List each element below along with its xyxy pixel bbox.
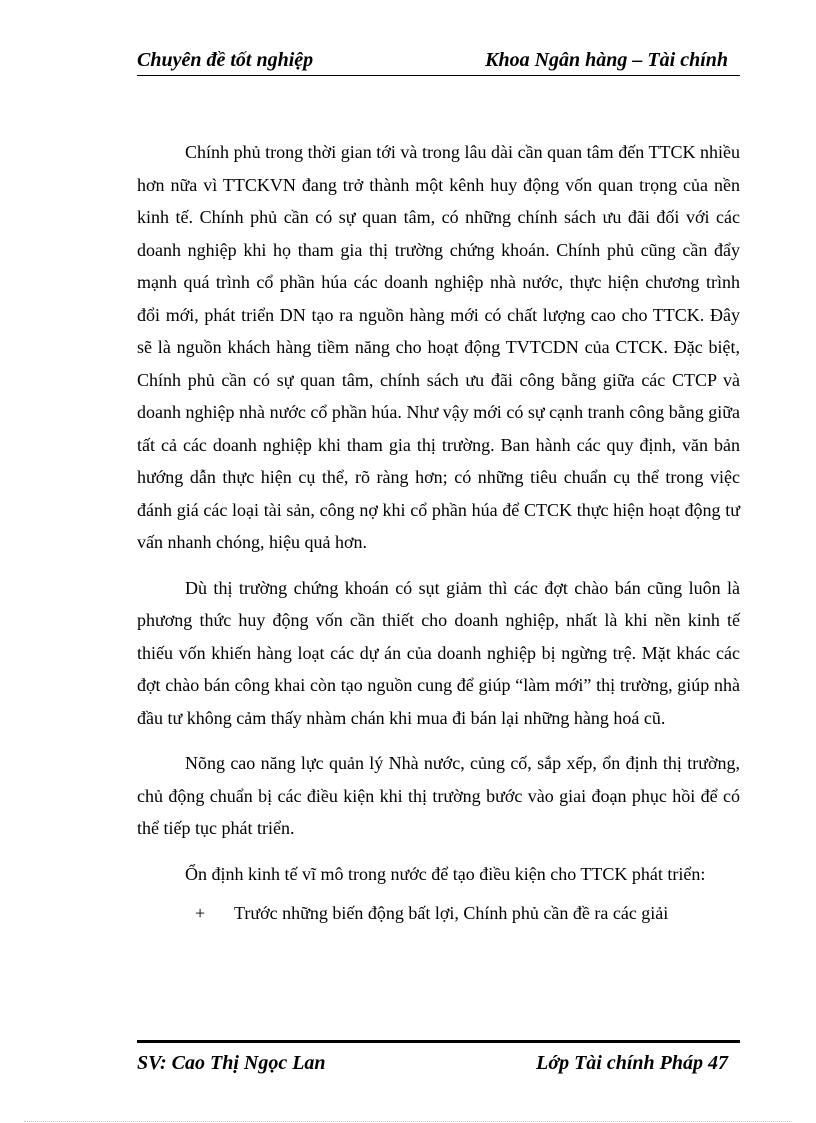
header-faculty: Khoa Ngân hàng – Tài chính	[485, 49, 728, 71]
paragraph-public-offerings: Dù thị trường chứng khoán có sụt giảm thì các đợt chào bán cũng luôn là phương thức huy động vốn cần thiết cho doanh nghiệp, nhất là khi nền kinh tế thiếu vốn khiến hàng loạt các dự án của doanh nghiệp bị ngừng trệ. Mặt khác các đợt chào bán công khai còn tạo nguồn cung để giúp “làm mới” thị trường, giúp nhà đầu tư không cảm thấy nhàm chán khi mua đi bán lại những hàng hoá cũ.	[137, 577, 740, 728]
bullet-text: Trước những biến động bất lợi, Chính phủ cần đề ra các giải	[234, 903, 669, 923]
plus-bullet-icon: +	[195, 903, 206, 923]
paragraph-macro-stability: Ổn định kinh tế vĩ mô trong nước để tạo điều kiện cho TTCK phát triển:	[185, 863, 706, 884]
header-thesis-title: Chuyên đề tốt nghiệp	[137, 49, 314, 71]
bullet-item	[137, 897, 740, 930]
paragraph-government-policy: Chính phủ trong thời gian tới và trong lâu dài cần quan tâm đến TTCK nhiều hơn nữa vì TTCKVN đang trở thành một kênh huy động vốn quan trọng của nền kinh tế. Chính phủ cần có sự quan tâm, có những chính sách ưu đãi đối với các doanh nghiệp khi họ tham gia thị trường chứng khoán. Chính phủ cũng cần đẩy mạnh quá trình cổ phần húa các doanh nghiệp nhà nước, thực hiện chương trình đổi mới, phát triển DN tạo ra nguồn hàng mới có chất lượng cao cho TTCK. Đây sẽ là nguồn khách hàng tiềm năng cho hoạt động TVTCDN của CTCK. Đặc biệt, Chính phủ cần có sự quan tâm, chính sách ưu đãi công bằng giữa các CTCP và doanh nghiệp nhà nước cổ phần húa. Như vậy mới có sự cạnh tranh công bằng giữa tất cả các doanh nghiệp khi tham gia thị trường. Ban hành các quy định, văn bản hướng dẫn thực hiện cụ thể, rõ ràng hơn; có những tiêu chuẩn cụ thể trong việc đánh giá các loại tài sản, công nợ khi cổ phần húa để CTCK thực hiện hoạt động tư vấn nhanh chóng, hiệu quả hơn.	[137, 142, 740, 552]
page-edge-divider	[24, 1121, 792, 1122]
page-header	[137, 47, 740, 76]
paragraph-state-management: Nõng cao năng lực quản lý Nhà nước, củng cố, sắp xếp, ổn định thị trường, chủ động chuẩn bị các điều kiện khi thị trường bước vào giai đoạn phục hồi để có thể tiếp tục phát triển.	[137, 753, 740, 838]
footer-student-name: SV: Cao Thị Ngọc Lan	[137, 1052, 326, 1074]
document-body	[137, 136, 740, 930]
footer-class-name: Lớp Tài chính Pháp 47	[536, 1052, 728, 1074]
page-footer	[137, 1040, 740, 1083]
